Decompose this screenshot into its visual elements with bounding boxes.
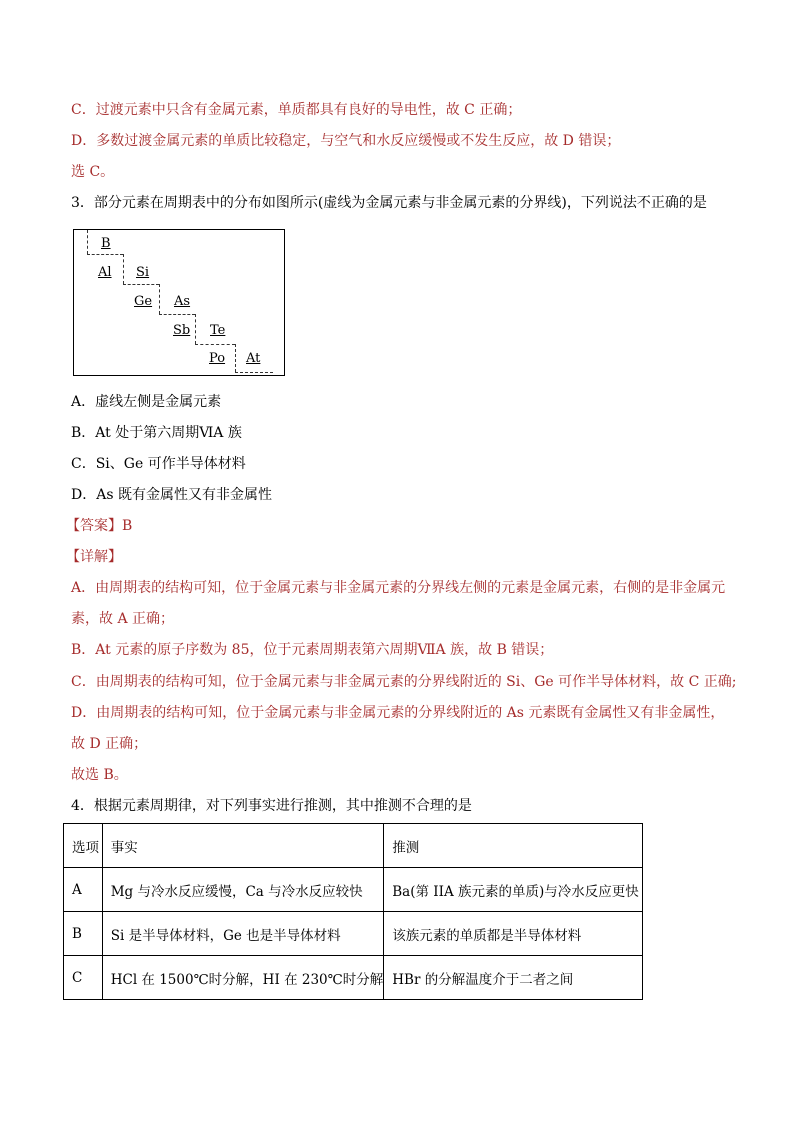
q3-option-a: A．虚线左侧是金属元素 bbox=[71, 394, 222, 410]
q3-option-b: B．At 处于第六周期ⅥA 族 bbox=[71, 425, 242, 441]
q3-detail-a2: 素，故 A 正确； bbox=[71, 611, 175, 627]
row-fact: Mg 与冷水反应缓慢，Ca 与冷水反应较快 bbox=[102, 868, 384, 912]
row-inference: HBr 的分解温度介于二者之间 bbox=[384, 956, 643, 1000]
table-row bbox=[64, 956, 643, 1000]
element-ge: Ge bbox=[134, 294, 153, 309]
q3-detail-d1: D．由周期表的结构可知，位于金属元素与非金属元素的分界线附近的 As 元素既有金属性又有非金属性， bbox=[71, 705, 725, 721]
row-option: A bbox=[64, 868, 103, 912]
prev-explanation-d: D．多数过渡金属元素的单质比较稳定，与空气和水反应缓慢或不发生反应，故 D 错误； bbox=[71, 133, 621, 149]
table-header-row bbox=[64, 824, 643, 868]
q3-choice: 故选 B。 bbox=[71, 767, 128, 783]
prev-choice: 选 C。 bbox=[71, 164, 115, 180]
q3-detail-a1: A．由周期表的结构可知，位于金属元素与非金属元素的分界线左侧的元素是金属元素，右侧的是非金属元 bbox=[71, 580, 726, 596]
header-option: 选项 bbox=[64, 824, 103, 868]
row-inference: 该族元素的单质都是半导体材料 bbox=[384, 912, 643, 956]
answer-label: 【答案】 bbox=[66, 518, 122, 534]
q4-stem: 4．根据元素周期律，对下列事实进行推测，其中推测不合理的是 bbox=[71, 798, 472, 814]
q3-answer-line bbox=[66, 516, 132, 536]
q3-detail-d2: 故 D 正确； bbox=[71, 736, 148, 752]
element-as: As bbox=[174, 294, 191, 309]
boundary-dash bbox=[235, 344, 236, 372]
element-b: B bbox=[101, 236, 111, 251]
q3-stem: 3．部分元素在周期表中的分布如图所示(虚线为金属元素与非金属元素的分界线)，下列说法不正确的是 bbox=[71, 195, 707, 211]
periodic-table-figure bbox=[73, 229, 285, 376]
element-te: Te bbox=[210, 323, 226, 338]
boundary-dash bbox=[159, 314, 195, 315]
row-inference: Ba(第 IIA 族元素的单质)与冷水反应更快 bbox=[384, 868, 643, 912]
element-at: At bbox=[246, 351, 261, 366]
row-option: B bbox=[64, 912, 103, 956]
boundary-dash bbox=[195, 314, 196, 344]
q4-table bbox=[63, 823, 643, 1000]
boundary-dash bbox=[195, 344, 235, 345]
element-si: Si bbox=[136, 265, 150, 280]
q3-option-c: C．Si、Ge 可作半导体材料 bbox=[71, 456, 246, 472]
header-fact: 事实 bbox=[102, 824, 384, 868]
answer-value: B bbox=[122, 518, 133, 534]
q3-detail-b: B．At 元素的原子序数为 85，位于元素周期表第六周期ⅦA 族，故 B 错误； bbox=[71, 642, 554, 658]
prev-explanation-c: C．过渡元素中只含有金属元素，单质都具有良好的导电性，故 C 正确； bbox=[71, 102, 522, 118]
boundary-dash bbox=[123, 254, 124, 284]
q3-option-d: D．As 既有金属性又有非金属性 bbox=[71, 487, 272, 503]
boundary-dash bbox=[235, 372, 273, 373]
element-po: Po bbox=[209, 351, 226, 366]
table-row bbox=[64, 912, 643, 956]
table-row bbox=[64, 868, 643, 912]
boundary-dash bbox=[87, 230, 88, 254]
row-option: C bbox=[64, 956, 103, 1000]
detail-label: 【详解】 bbox=[66, 549, 122, 565]
boundary-dash bbox=[123, 284, 159, 285]
boundary-dash bbox=[159, 284, 160, 314]
q3-detail-c: C．由周期表的结构可知，位于金属元素与非金属元素的分界线附近的 Si、Ge 可作半导体材料，故 C 正确; bbox=[71, 674, 737, 690]
row-fact: HCl 在 1500℃时分解，HI 在 230℃时分解 bbox=[102, 956, 384, 1000]
boundary-dash bbox=[87, 254, 123, 255]
header-inference: 推测 bbox=[384, 824, 643, 868]
element-sb: Sb bbox=[173, 323, 191, 338]
element-al: Al bbox=[98, 265, 112, 280]
row-fact: Si 是半导体材料，Ge 也是半导体材料 bbox=[102, 912, 384, 956]
